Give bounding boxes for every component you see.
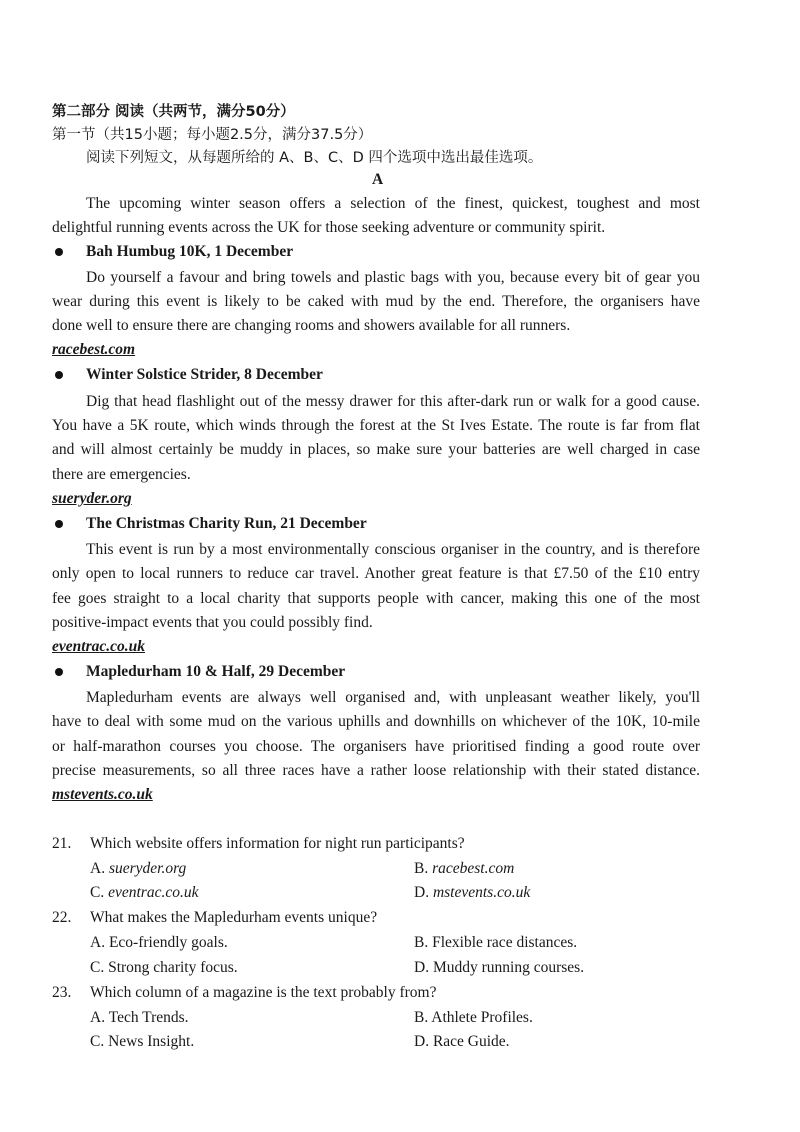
option-letter: A. [90,1009,106,1026]
answer-option[interactable] [90,883,198,903]
question-text: What makes the Mapledurham events unique? [90,909,378,926]
question-number: 23. [52,984,72,1001]
option-letter: D. [414,1033,430,1050]
answer-option[interactable] [90,1008,189,1028]
question-text: Which website offers information for night run participants? [90,835,465,852]
event-text-line: wear during this event is likely to be caked with mud by the end. Therefore, the organisers have [52,293,700,310]
bullet-icon [55,668,63,676]
answer-option[interactable] [90,1032,194,1052]
option-letter: D. [414,959,430,976]
option-text: eventrac.co.uk [108,884,199,901]
option-letter: A. [90,934,106,951]
event-title: Mapledurham 10 & Half, 29 December [86,663,346,680]
answer-option[interactable] [414,859,514,879]
event-text-line: Do yourself a favour and bring towels and plastic bags with you, because every bit of gear you [86,269,700,286]
option-text: News Insight. [108,1033,195,1050]
event-text-line: done well to ensure there are changing rooms and showers available for all runners. [52,317,571,334]
bullet-icon [55,520,63,528]
option-text: mstevents.co.uk [432,884,531,901]
question-text: Which column of a magazine is the text probably from? [90,984,437,1001]
event-text-line: or half-marathon courses you choose. The organisers have prioritised finding a good route over [52,738,700,755]
option-letter: A. [90,860,106,877]
event-text-line: and will almost certainly be muddy in places, so make sure your batteries are well charged in case [52,441,700,458]
event-text-line: have to deal with some mud on the various uphills and downhills on whichever of the 10K, 10-mile [52,713,700,730]
event-website-link[interactable]: racebest.com [52,341,136,358]
event-text-line: You have a 5K route, which winds through the forest at the St Ives Estate. The route is far from flat [52,417,700,434]
question-number: 22. [52,909,72,926]
answer-option[interactable] [414,933,577,953]
event-text-line: precise measurements, so all three races have a rather loose relationship with their stated distance. [52,762,700,779]
instruction: 阅读下列短文，从每题所给的 A、B、C、D 四个选项中选出最佳选项。 [86,150,543,166]
event-website-link[interactable]: eventrac.co.uk [52,638,145,655]
answer-option[interactable] [414,883,530,903]
option-letter: C. [90,884,105,901]
answer-option[interactable] [414,1008,533,1028]
event-text-line: fee goes straight to a local charity that supports people with cancer, making this one of the most [52,590,700,607]
option-text: Muddy running courses. [432,959,585,976]
option-letter: C. [90,1033,105,1050]
event-website-link[interactable]: mstevents.co.uk [52,786,153,803]
passage-intro-line: delightful running events across the UK for those seeking adventure or community spirit. [52,219,606,236]
option-text: Race Guide. [432,1033,510,1050]
event-text-line: there are emergencies. [52,466,191,483]
option-text: Eco-friendly goals. [108,934,228,951]
option-letter: C. [90,959,105,976]
question-number: 21. [52,835,72,852]
answer-option[interactable] [90,933,228,953]
event-title: Winter Solstice Strider, 8 December [86,366,323,383]
event-text-line: Mapledurham events are always well organised and, with unpleasant weather likely, you'll [86,689,700,706]
event-website-link[interactable]: sueryder.org [52,490,132,507]
answer-option[interactable] [414,1032,510,1052]
option-letter: B. [414,860,429,877]
option-text: Flexible race distances. [432,934,578,951]
answer-option[interactable] [414,958,584,978]
event-text-line: Dig that head flashlight out of the messy drawer for this after-dark run or walk for a good cause. [86,393,700,410]
option-letter: B. [414,1009,429,1026]
bullet-icon [55,371,63,379]
event-text-line: only open to local runners to reduce car travel. Another great feature is that £7.50 of the £10 entry [52,565,700,582]
option-letter: D. [414,884,430,901]
passage-intro-line: The upcoming winter season offers a selection of the finest, quickest, toughest and most [86,195,700,212]
option-text: Tech Trends. [108,1009,189,1026]
option-text: Athlete Profiles. [431,1009,533,1026]
bullet-icon [55,248,63,256]
option-text: Strong charity focus. [108,959,238,976]
event-text-line: positive-impact events that you could possibly find. [52,614,373,631]
part-title: 第二部分 阅读（共两节，满分50分） [52,104,295,120]
answer-option[interactable] [90,859,186,879]
event-text-line: This event is run by a most environmentally conscious organiser in the country, and is therefore [86,541,700,558]
option-text: sueryder.org [108,860,187,877]
passage-label: A [372,171,384,188]
event-title: Bah Humbug 10K, 1 December [86,243,294,260]
answer-option[interactable] [90,958,238,978]
section-title: 第一节（共15小题；每小题2.5分，满分37.5分） [52,127,373,143]
option-letter: B. [414,934,429,951]
event-title: The Christmas Charity Run, 21 December [86,515,367,532]
option-text: racebest.com [432,860,515,877]
